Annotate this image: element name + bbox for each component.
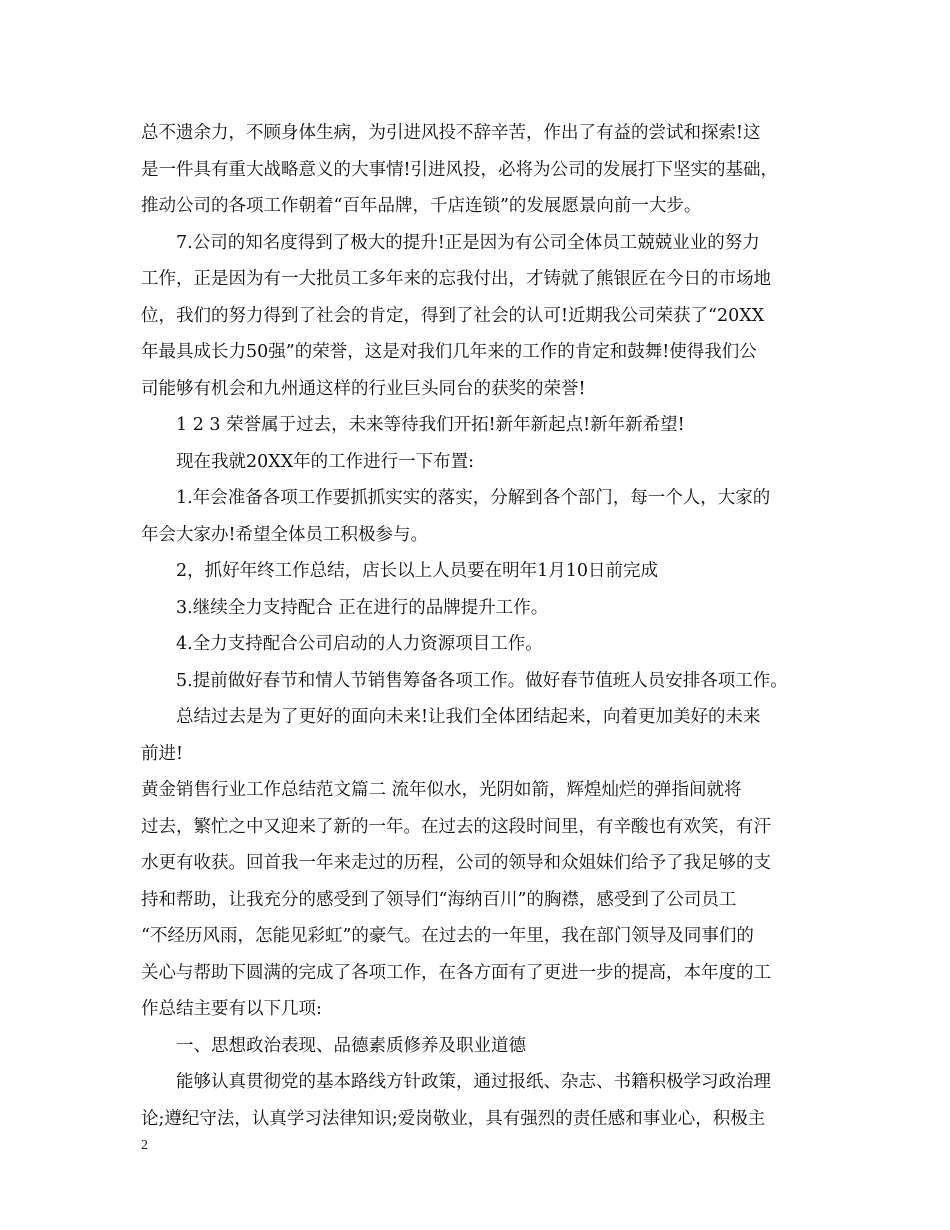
text-line: 2，抓好年终工作总结，店长以上人员要在明年1月10日前完成: [176, 561, 659, 581]
text-line: 黄金销售行业工作总结范文篇二 流年似水，光阴如箭，辉煌灿烂的弹指间就将: [141, 780, 742, 800]
text-line: 过去，繁忙之中又迎来了新的一年。在过去的这段时间里，有辛酸也有欢笑，有汗: [141, 816, 771, 837]
text-line: 能够认真贯彻党的基本路线方针政策，通过报纸、杂志、书籍积极学习政治理: [176, 1072, 771, 1092]
text-line: 年会大家办!希望全体员工积极参与。: [141, 524, 429, 545]
text-line: “不经历风雨，怎能见彩虹”的豪气。在过去的一年里，我在部门领导及同事们的: [141, 926, 754, 946]
text-line: 论;遵纪守法，认真学习法律知识;爱岗敬业，具有强烈的责任感和事业心，积极主: [141, 1108, 766, 1129]
text-line: 4.全力支持配合公司启动的人力资源项目工作。: [176, 634, 543, 654]
page-number: 2: [141, 1138, 148, 1153]
text-line: 总不遗余力，不顾身体生病，为引进风投不辞辛苦，作出了有益的尝试和探索!这: [141, 123, 761, 143]
text-line: 1.年会准备各项工作要抓抓实实的落实，分解到各个部门，每一个人，大家的: [176, 488, 771, 508]
text-line: 现在我就20XX年的工作进行一下布置:: [176, 451, 475, 472]
text-line: 作总结主要有以下几项:: [141, 999, 322, 1019]
text-line: 关心与帮助下圆满的完成了各项工作，在各方面有了更进一步的提高，本年度的工: [141, 962, 771, 983]
text-line: 司能够有机会和九州通这样的行业巨头同台的获奖的荣誉!: [141, 378, 586, 399]
text-line: 位，我们的努力得到了社会的肯定，得到了社会的认可!近期我公司荣获了“20XX: [141, 305, 765, 326]
text-line: 一、思想政治表现、品德素质修养及职业道德: [176, 1035, 526, 1056]
text-line: 推动公司的各项工作朝着“百年品牌，千店连锁”的发展愿景向前一大步。: [141, 196, 702, 216]
text-line: 5.提前做好春节和情人节销售筹备各项工作。做好春节值班人员安排各项工作。: [176, 670, 788, 691]
text-line: 年最具成长力50强”的荣誉，这是对我们几年来的工作的肯定和鼓舞!使得我们公: [141, 342, 757, 362]
body-text: [141, 115, 821, 1137]
text-line: 前进!: [141, 743, 184, 764]
text-line: 7.公司的知名度得到了极大的提升!正是因为有公司全体员工兢兢业业的努力: [176, 232, 760, 253]
text-line: 是一件具有重大战略意义的大事情!引进风投，必将为公司的发展打下坚实的基础，: [141, 159, 779, 180]
text-line: 总结过去是为了更好的面向未来!让我们全体团结起来，向着更加美好的未来: [176, 707, 761, 727]
text-line: 持和帮助，让我充分的感受到了领导们“海纳百川”的胸襟，感受到了公司员工: [141, 889, 737, 910]
text-line: 1 2 3 荣誉属于过去，未来等待我们开拓!新年新起点!新年新希望!: [176, 415, 685, 435]
text-line: 工作，正是因为有一大批员工多年来的忘我付出，才铸就了熊银匠在今日的市场地: [141, 269, 771, 289]
text-line: 水更有收获。回首我一年来走过的历程，公司的领导和众姐妹们给予了我足够的支: [141, 853, 771, 873]
text-line: 3.继续全力支持配合 正在进行的品牌提升工作。: [176, 597, 549, 618]
